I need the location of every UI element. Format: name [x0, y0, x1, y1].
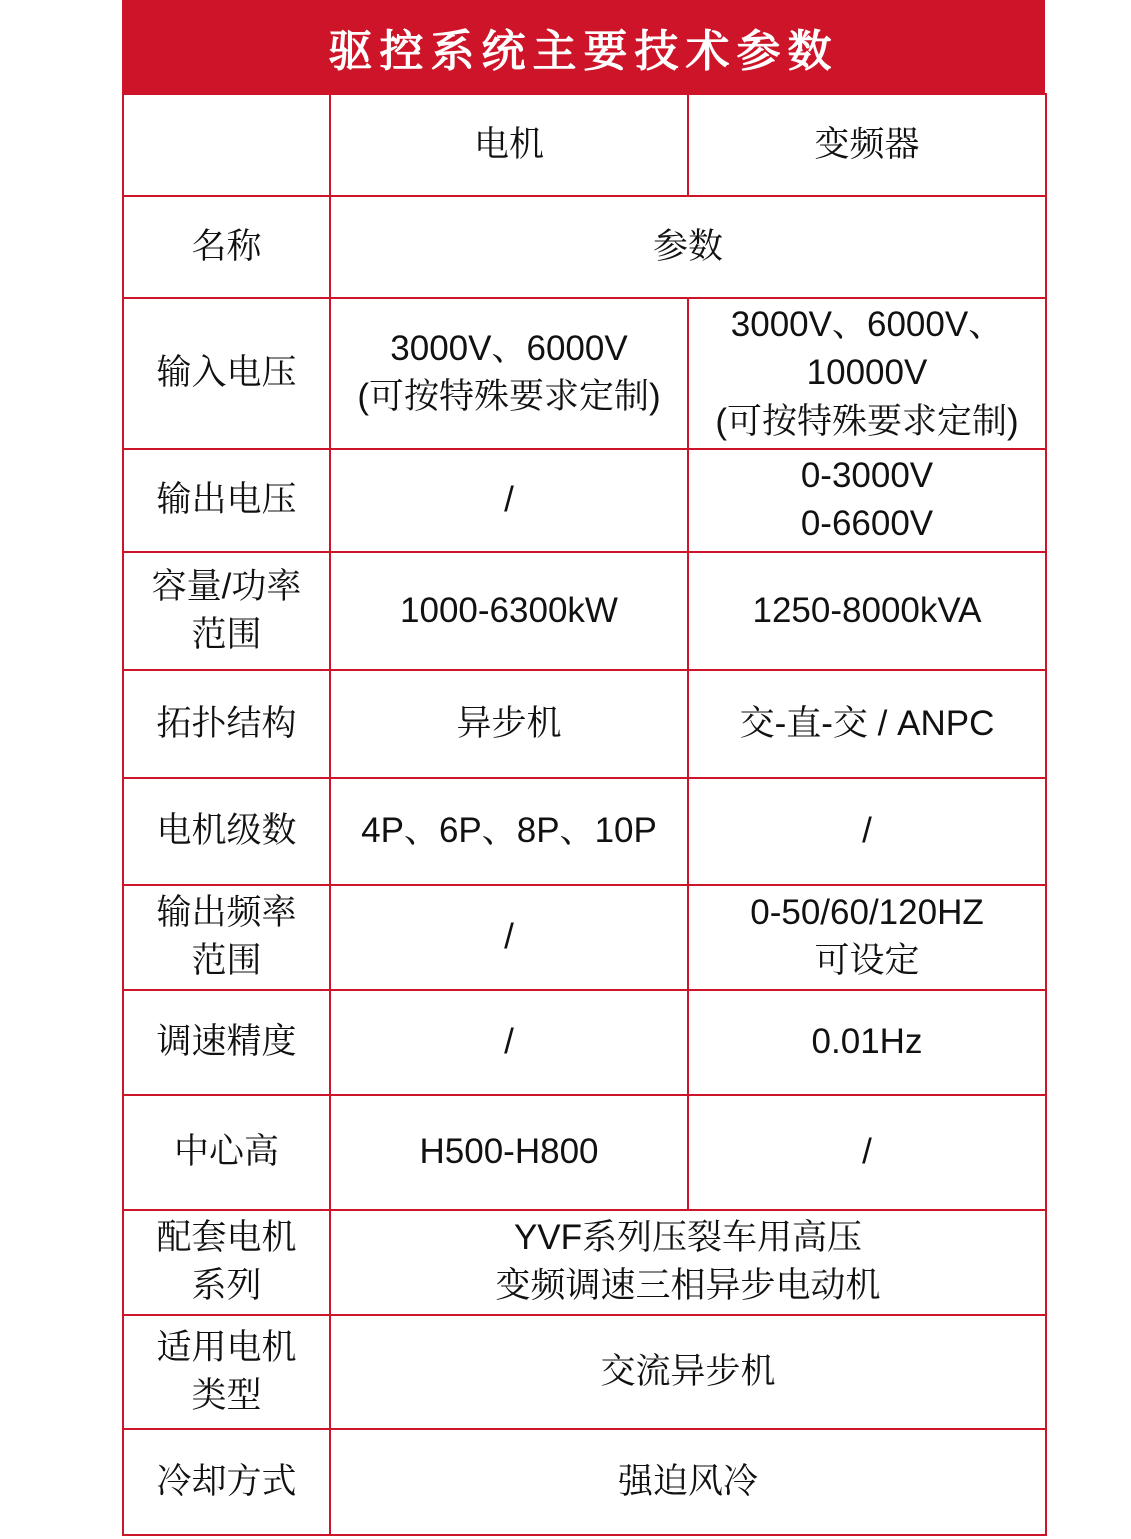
- value-cell-inverter: 1250-8000kVA: [688, 552, 1046, 670]
- row-label: 适用电机: [156, 1327, 297, 1367]
- row-cooling-method: [123, 1429, 1046, 1535]
- col-header-inverter: 变频器: [688, 94, 1046, 196]
- row-label: 范围: [191, 941, 262, 981]
- row-matched-motor-series: [123, 1210, 1046, 1315]
- corner-empty-cell: [123, 94, 330, 196]
- value-cell-inverter: 0-50/60/120HZ 可设定: [688, 885, 1046, 990]
- row-label-cell: [123, 1095, 330, 1210]
- value-cell-motor: H500-H800: [330, 1095, 688, 1210]
- row-motor-pole-number: [123, 778, 1046, 885]
- value-cell-motor: 3000V、6000V (可按特殊要求定制): [330, 298, 688, 449]
- row-label: 名称: [191, 226, 262, 266]
- row-label-cell: [123, 196, 330, 298]
- row-label: 调速精度: [156, 1022, 297, 1062]
- value-cell-motor: /: [330, 885, 688, 990]
- row-label-cell: [123, 449, 330, 552]
- value-cell-merged: 参数: [330, 196, 1046, 298]
- row-label: 电机级数: [156, 811, 297, 851]
- row-capacity-power-range: [123, 552, 1046, 670]
- value-cell-motor: 4P、6P、8P、10P: [330, 778, 688, 885]
- row-label-cell: [123, 1429, 330, 1535]
- row-label-cell: [123, 990, 330, 1095]
- value-cell-inverter: 0.01Hz: [688, 990, 1046, 1095]
- value-cell-inverter: /: [688, 778, 1046, 885]
- title-banner: [122, 0, 1045, 93]
- row-label: 范围: [191, 614, 262, 654]
- row-label-cell: [123, 885, 330, 990]
- value-cell-merged: 强迫风冷: [330, 1429, 1046, 1535]
- value-cell-motor: /: [330, 449, 688, 552]
- row-applicable-motor-type: [123, 1315, 1046, 1429]
- value-cell-inverter: /: [688, 1095, 1046, 1210]
- row-label: 系列: [191, 1266, 262, 1306]
- row-label-cell: [123, 1315, 330, 1429]
- value-cell-inverter: 交-直-交 / ANPC: [688, 670, 1046, 778]
- value-cell-motor: /: [330, 990, 688, 1095]
- row-input-voltage: [123, 298, 1046, 449]
- row-label-cell: [123, 552, 330, 670]
- page-title: 驱控系统主要技术参数: [328, 26, 839, 76]
- row-label: 输出频率: [156, 893, 297, 933]
- col-header-motor: 电机: [330, 94, 688, 196]
- row-output-voltage: [123, 449, 1046, 552]
- row-name-parameter: [123, 196, 1046, 298]
- value-cell-inverter: 3000V、6000V、 10000V (可按特殊要求定制): [688, 298, 1046, 449]
- spec-table: [122, 93, 1047, 1536]
- row-label-cell: [123, 670, 330, 778]
- value-cell-motor: 1000-6300kW: [330, 552, 688, 670]
- row-label: 输出电压: [156, 480, 297, 520]
- row-label: 拓扑结构: [156, 703, 297, 743]
- row-center-height: [123, 1095, 1046, 1210]
- value-cell-motor: 异步机: [330, 670, 688, 778]
- row-topology: [123, 670, 1046, 778]
- row-label: 类型: [191, 1375, 262, 1415]
- row-label: 中心高: [173, 1132, 279, 1172]
- value-cell-merged: 交流异步机: [330, 1315, 1046, 1429]
- row-column-headers: [123, 94, 1046, 196]
- row-label: 配套电机: [156, 1218, 297, 1258]
- row-label-cell: [123, 778, 330, 885]
- row-output-frequency-range: [123, 885, 1046, 990]
- value-cell-merged: YVF系列压裂车用高压 变频调速三相异步电动机: [330, 1210, 1046, 1315]
- row-label: 输入电压: [156, 353, 297, 393]
- row-speed-accuracy: [123, 990, 1046, 1095]
- row-label: 冷却方式: [156, 1461, 297, 1501]
- row-label-cell: [123, 298, 330, 449]
- row-label-cell: [123, 1210, 330, 1315]
- value-cell-inverter: 0-3000V 0-6600V: [688, 449, 1046, 552]
- row-label: 容量/功率: [151, 566, 302, 606]
